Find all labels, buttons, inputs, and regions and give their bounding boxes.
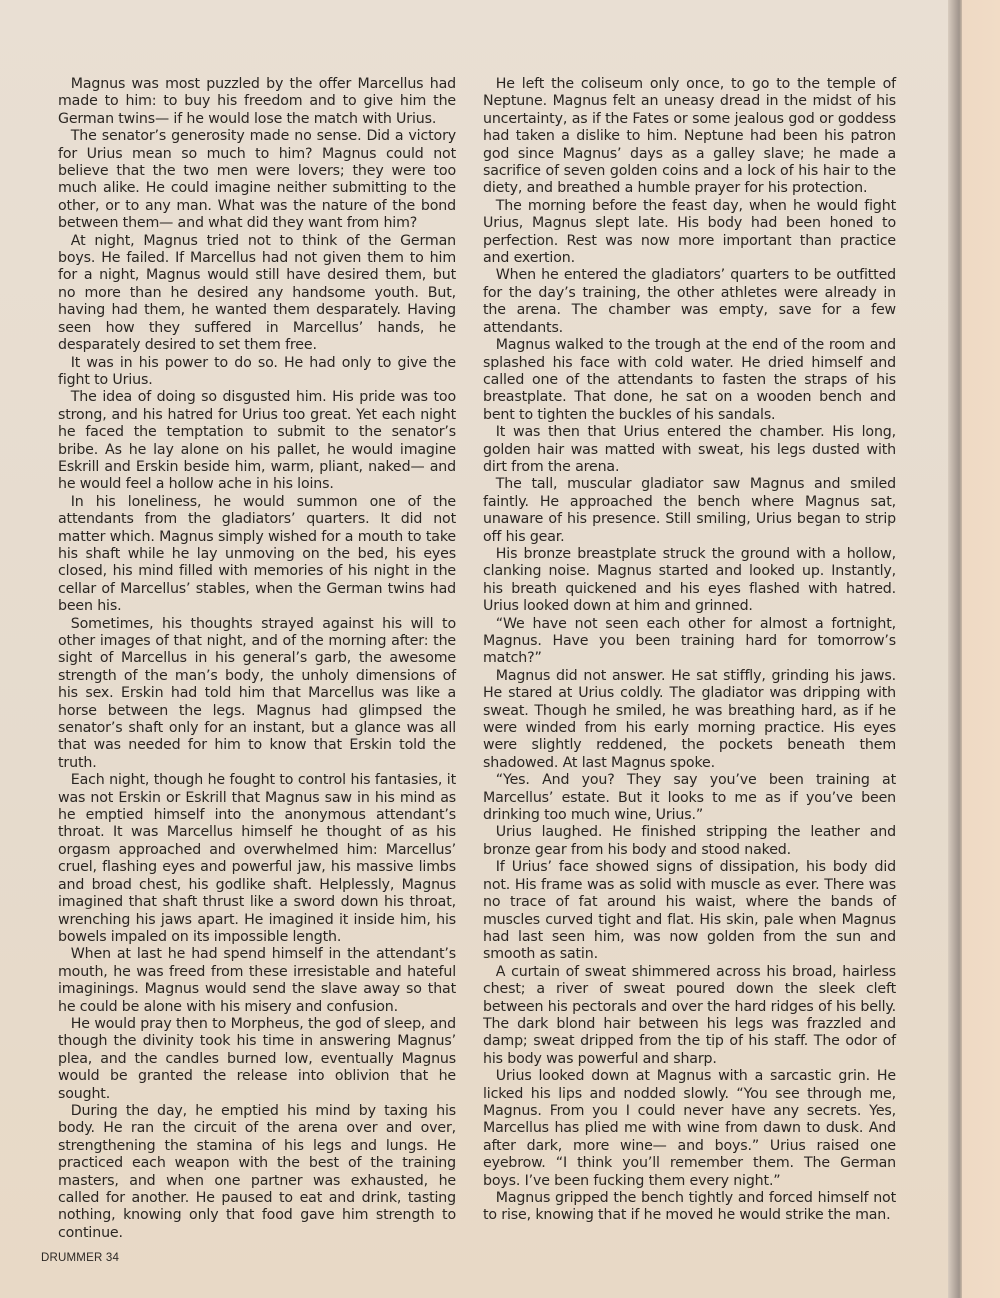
paragraph: He left the coliseum only once, to go to the temple of Neptune. Magnus felt an uneasy dread in the midst of his uncertainty, as if the Fates or some jealous god or goddess had taken a dislike to him. Neptune had been his patron god since Magnus’ days as a galley slave; he made a sacrifice of seven golden coins and a lock of his hair to the diety, and breathed a humble prayer for his protection. xyxy=(483,76,896,197)
paragraph: Magnus did not answer. He sat stiffly, grinding his jaws. He stared at Urius coldly. The gladiator was dripping with sweat. Though he smiled, he was breathing hard, as if he were winded from his early morning practice. His eyes were slightly reddened, the pockets beneath them shadowed. At last Magnus spoke. xyxy=(483,667,896,771)
text-column-right xyxy=(483,76,896,1225)
paragraph: A curtain of sweat shimmered across his broad, hairless chest; a river of sweat poured down the sleek cleft between his pectorals and over the hard ridges of his belly. The dark blond hair between his legs was frazzled and damp; sweat dripped from the tip of his staff. The odor of his body was powerful and sharp. xyxy=(483,963,896,1067)
next-page-edge xyxy=(962,0,1000,1298)
paragraph: Magnus was most puzzled by the offer Marcellus had made to him: to buy his freedom and to give him the German twins— if he would lose the match with Urius. xyxy=(58,76,456,127)
paragraph: Magnus walked to the trough at the end of the room and splashed his face with cold water. He dried himself and called one of the attendants to fasten the straps of his breastplate. That done, he sat on a wooden bench and bent to tighten the buckles of his sandals. xyxy=(483,337,896,423)
paragraph: If Urius’ face showed signs of dissipation, his body did not. His frame was as solid with muscle as ever. There was no trace of fat around his waist, where the bands of muscles curved tight and flat. His skin, pale when Magnus had last seen him, was now golden from the sun and smooth as satin. xyxy=(483,859,896,963)
paragraph: “Yes. And you? They say you’ve been training at Marcellus’ estate. But it looks to me as if you’ve been drinking too much wine, Urius.” xyxy=(483,772,896,824)
paragraph: The senator’s generosity made no sense. Did a victory for Urius mean so much to him? Magnus could not believe that the two men were lovers; they were too much alike. He could imagine neither submitting to the other, or to any man. What was the nature of the bond between them— and what did they want from him? xyxy=(58,128,456,232)
paragraph: Magnus gripped the bench tightly and forced himself not to rise, knowing that if he moved he would strike the man. xyxy=(483,1190,896,1224)
paragraph: The morning before the feast day, when he would fight Urius, Magnus slept late. His body had been honed to perfection. Rest was now more important than practice and exertion. xyxy=(483,197,896,267)
paragraph: It was then that Urius entered the chamber. His long, golden hair was matted with sweat, his legs dusted with dirt from the arena. xyxy=(483,424,896,475)
text-column-left xyxy=(58,76,456,1242)
paragraph: “We have not seen each other for almost a fortnight, Magnus. Have you been training hard for tomorrow’s match?” xyxy=(483,615,896,667)
paragraph: During the day, he emptied his mind by taxing his body. He ran the circuit of the arena over and over, strengthening the stamina of his legs and lungs. He practiced each weapon with the best of the training masters, and when one partner was exhausted, he called for another. He paused to eat and drink, tasting nothing, knowing only that food gave him strength to continue. xyxy=(58,1102,456,1241)
page-folio: DRUMMER 34 xyxy=(41,1252,120,1264)
paragraph: His bronze breastplate struck the ground with a hollow, clanking noise. Magnus started and looked up. Instantly, his breath quickened and his eyes flashed with hatred. Urius looked down at him and grinned. xyxy=(483,545,896,615)
paragraph: Urius looked down at Magnus with a sarcastic grin. He licked his lips and nodded slowly. “You see through me, Magnus. From you I could never have any secrets. Yes, Marcellus has plied me with wine from dawn to dusk. And after dark, more wine— and boys.” Urius raised one eyebrow. “I think you’ll remember them. The German boys. I’ve been fucking them every night.” xyxy=(483,1068,896,1189)
paragraph: In his loneliness, he would summon one of the attendants from the gladiators’ quarters. It did not matter which. Magnus simply wished for a mouth to take his shaft while he lay unmoving on the bed, his eyes closed, his mind filled with memories of his night in the cellar of Marcellus’ stables, when the German twins had been his. xyxy=(58,493,456,615)
paragraph: When he entered the gladiators’ quarters to be outfitted for the day’s training, the other athletes were already in the arena. The chamber was empty, save for a few attendants. xyxy=(483,267,896,336)
paragraph: Each night, though he fought to control his fantasies, it was not Erskin or Eskrill that Magnus saw in his mind as he emptied himself into the anonymous attendant’s throat. It was Marcellus himself he thought of as his orgasm approached and overwhelmed him: Marcellus’ cruel, flashing eyes and powerful jaw, his massive limbs and broad chest, his godlike shaft. Helplessly, Magnus imagined that shaft thrust like a sword down his throat, wrenching his jaws apart. He imagined it inside him, his bowels impaled on its impossible length. xyxy=(58,772,456,945)
paragraph: At night, Magnus tried not to think of the German boys. He failed. If Marcellus had not given them to him for a night, Magnus would still have desired them, but no more than he desired any handsome youth. But, having had them, he wanted them desparately. Having seen how they suffered in Marcellus’ hands, he desparately desired to set them free. xyxy=(58,232,456,354)
paragraph: Urius laughed. He finished stripping the leather and bronze gear from his body and stood naked. xyxy=(483,824,896,858)
paragraph: The tall, muscular gladiator saw Magnus and smiled faintly. He approached the bench where Magnus sat, unaware of his presence. Still smiling, Urius began to strip off his gear. xyxy=(483,476,896,545)
paragraph: The idea of doing so disgusted him. His pride was too strong, and his hatred for Urius too great. Yet each night he faced the temptation to submit to the senator’s bribe. As he lay alone on his pallet, he would imagine Eskrill and Erskin beside him, warm, pliant, naked— and he would feel a hollow ache in his loins. xyxy=(58,389,456,493)
page-gutter-shadow xyxy=(948,0,962,1298)
paragraph: He would pray then to Morpheus, the god of sleep, and though the divinity took his time in answering Magnus’ plea, and the candles burned low, eventually Magnus would be granted the release into oblivion that he sought. xyxy=(58,1015,456,1102)
paragraph: It was in his power to do so. He had only to give the fight to Urius. xyxy=(58,354,456,388)
paragraph: Sometimes, his thoughts strayed against his will to other images of that night, and of the morning after: the sight of Marcellus in his general’s garb, the awesome strength of the man’s body, the unholy dimensions of his sex. Erskin had told him that Marcellus was like a horse between the legs. Magnus had glimpsed the senator’s shaft only for an instant, but a glance was all that was needed for him to know that Erskin told the truth. xyxy=(58,615,456,771)
paragraph: When at last he had spend himself in the attendant’s mouth, he was freed from these irresistable and hateful imaginings. Magnus would send the slave away so that he could be alone with his misery and confusion. xyxy=(58,946,456,1015)
